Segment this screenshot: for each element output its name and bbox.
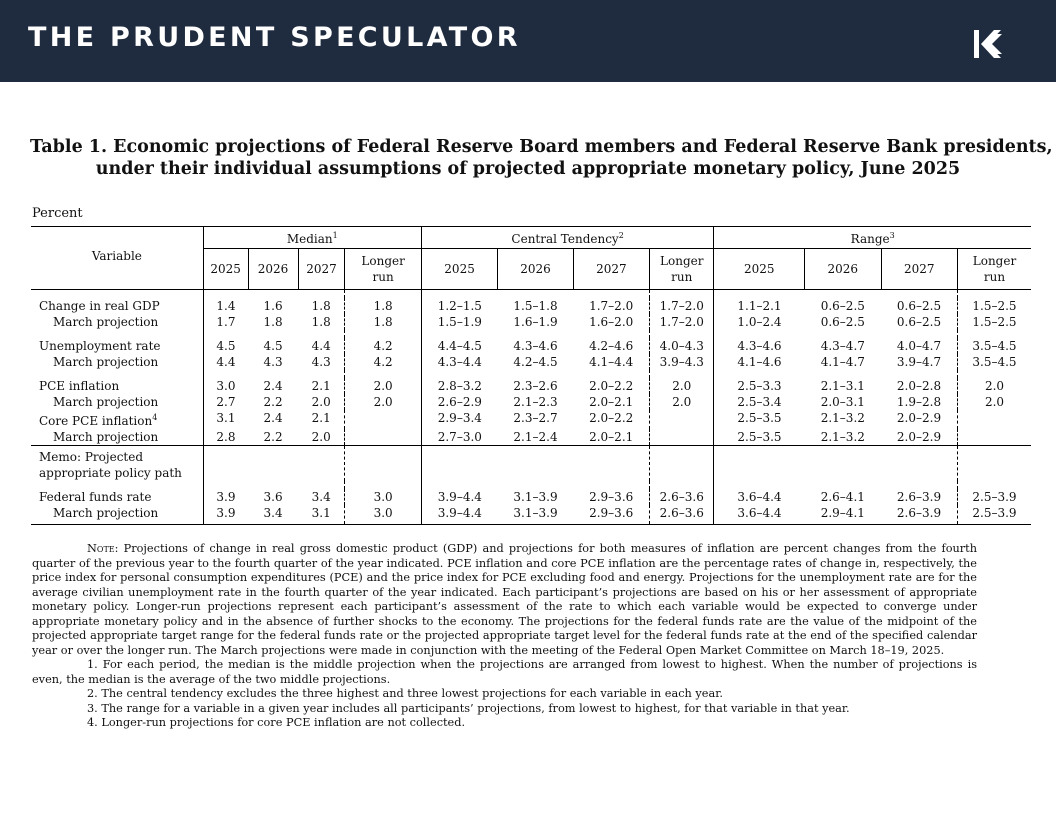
- memo-cell: [421, 446, 497, 482]
- year-header: 2027: [298, 249, 345, 290]
- projections-table: [31, 226, 1031, 525]
- median-cell: 1.8: [345, 314, 421, 330]
- range-cell: [957, 410, 1031, 429]
- year-header: 2026: [805, 249, 881, 290]
- median-cell: 2.2: [263, 395, 283, 409]
- median-cell: 2.8: [203, 429, 248, 446]
- range-cell: 3.5–4.5: [957, 354, 1031, 370]
- footnote-1: 1. For each period, the median is the middle projection when the projections are arranged from lowest to highest. When the number of projections is even, the median is the average of the two middle projections.: [32, 658, 977, 686]
- longer-run-header: Longer run: [650, 249, 714, 290]
- central-cell: 1.7–2.0: [589, 299, 634, 313]
- range-cell: 1.5–2.5: [957, 314, 1031, 330]
- spacer-cell: [421, 481, 497, 489]
- memo-cell: [203, 446, 248, 482]
- spacer-cell: [957, 370, 1031, 378]
- spacer-cell: [881, 330, 957, 338]
- central-cell: 3.1–3.9: [513, 490, 558, 504]
- row-spacer: [31, 370, 1031, 378]
- central-cell: [650, 410, 714, 429]
- row-label-march: March projection: [31, 505, 203, 525]
- range-cell: 2.0: [957, 378, 1031, 394]
- memo-cell: [805, 446, 881, 482]
- range-cell: 4.1–4.7: [820, 355, 865, 369]
- central-cell: 2.0–2.1: [589, 395, 634, 409]
- note-text: Projections of change in real gross domestic product (GDP) and projections for both measures of inflation are percent changes from the fourth quarter of the previous year to the fourth quarter of the year indicated. PCE inflation and core PCE inflation are the percentage rates of change in, respectively, the price index for personal consumption expenditures (PCE) and the price index for PCE excluding food and energy. Projections for the unemployment rate are for the average civilian unemployment rate in the fourth quarter of the year indicated. Each participant’s projections are based on his or her assessment of appropriate monetary policy. Longer-run projections represent each participant’s assessment of the rate to which each variable would be expected to converge under appropriate monetary policy and in the absence of further shocks to the economy. The projections for the federal funds rate are the value of the midpoint of the projected appropriate target range for the federal funds rate or the projected appropriate target level for the federal funds rate at the end of the specified calendar year or over the longer run. The March projections were made in conjunction with the meeting of the Federal Open Market Committee on March 18–19, 2025.: [32, 542, 977, 657]
- range-cell: 2.6–3.9: [881, 505, 957, 525]
- table-row: [31, 314, 1031, 330]
- central-cell: 4.2–4.5: [513, 355, 558, 369]
- note-label: Note:: [87, 542, 119, 555]
- spacer-cell: [248, 481, 298, 489]
- year-header: 2027: [573, 249, 649, 290]
- memo-row: [31, 446, 1031, 482]
- range-cell: 3.5–4.5: [957, 338, 1031, 354]
- spacer-cell: [248, 370, 298, 378]
- median-cell: 2.1: [311, 411, 331, 425]
- spacer-cell: [805, 481, 881, 489]
- median-cell: 4.2: [345, 354, 421, 370]
- row-label-march: March projection: [31, 429, 203, 446]
- footnote-3: 3. The range for a variable in a given year includes all participants’ projections, from lowest to highest, for that variable in that year.: [87, 701, 850, 715]
- footnote-2: 2. The central tendency excludes the three highest and three lowest projections for each variable in each year.: [87, 687, 723, 700]
- median-cell: 4.3: [263, 355, 283, 369]
- table-title-line2: under their individual assumptions of projected appropriate monetary policy, June 2025: [95, 159, 961, 179]
- spacer-cell: [421, 330, 497, 338]
- memo-cell: [248, 446, 298, 482]
- memo-cell: [573, 446, 649, 482]
- central-cell: 4.3–4.4: [421, 354, 497, 370]
- table-row: [31, 354, 1031, 370]
- range-cell: 4.0–4.7: [896, 339, 942, 353]
- spacer-cell: [345, 330, 421, 338]
- row-label: Core PCE inflation$^4$: [39, 413, 158, 428]
- central-cell: 2.9–3.6: [589, 490, 634, 504]
- median-group-header: Median$^1$: [203, 227, 421, 249]
- central-cell: 1.5–1.9: [421, 314, 497, 330]
- central-cell: 4.0–4.3: [650, 338, 714, 354]
- central-cell: 4.3–4.6: [513, 339, 558, 353]
- table-title: [30, 136, 1053, 180]
- spacer-cell: [957, 330, 1031, 338]
- central-cell: 2.3–2.6: [513, 379, 558, 393]
- median-cell: 3.0: [345, 505, 421, 525]
- central-cell: 2.0: [650, 394, 714, 410]
- spacer-cell: [881, 290, 957, 299]
- spacer-cell: [650, 370, 714, 378]
- range-cell: 3.9–4.7: [896, 355, 942, 369]
- spacer-cell: [345, 481, 421, 489]
- range-cell: 2.0–2.8: [896, 379, 942, 393]
- row-label: Federal funds rate: [39, 490, 152, 504]
- median-cell: 1.7: [203, 314, 248, 330]
- spacer-cell: [498, 370, 573, 378]
- central-cell: 2.6–2.9: [421, 394, 497, 410]
- row-label: Change in real GDP: [39, 299, 160, 313]
- median-cell: 4.3: [311, 355, 331, 369]
- central-cell: 4.1–4.4: [589, 355, 634, 369]
- table-header-groups: [31, 227, 1031, 249]
- spacer-cell: [203, 481, 248, 489]
- year-header: 2026: [498, 249, 573, 290]
- spacer-cell: [957, 290, 1031, 299]
- central-cell: 2.6–3.6: [650, 505, 714, 525]
- memo-cell: [650, 446, 714, 482]
- range-cell: 2.1–3.1: [820, 379, 865, 393]
- central-cell: 2.9–3.6: [573, 505, 649, 525]
- range-cell: 1.5–2.5: [957, 298, 1031, 314]
- spacer-cell: [805, 330, 881, 338]
- spacer-cell: [421, 290, 497, 299]
- median-cell: 1.8: [311, 299, 331, 313]
- central-cell: 4.4–4.5: [421, 338, 497, 354]
- row-label-march: March projection: [53, 315, 159, 329]
- range-cell: 1.0–2.4: [714, 314, 805, 330]
- spacer-cell: [714, 290, 805, 299]
- median-cell: 1.4: [203, 298, 248, 314]
- year-header: 2025: [421, 249, 497, 290]
- median-cell: 3.9: [203, 505, 248, 525]
- median-cell: 3.0: [345, 489, 421, 505]
- median-cell: 2.1: [311, 379, 331, 393]
- range-group-header: Range$^3$: [714, 227, 1031, 249]
- spacer-cell: [957, 481, 1031, 489]
- range-cell: [957, 429, 1031, 446]
- median-cell: 4.4: [311, 339, 331, 353]
- spacer-cell: [714, 370, 805, 378]
- year-header: 2027: [881, 249, 957, 290]
- range-cell: 2.5–3.5: [714, 429, 805, 446]
- median-cell: 1.6: [263, 299, 283, 313]
- year-header: 2026: [248, 249, 298, 290]
- median-cell: 1.8: [345, 298, 421, 314]
- table-title-line1: Table 1. Economic projections of Federal Reserve Board members and Federal Reserve Bank presidents,: [30, 137, 1053, 157]
- spacer-cell: [881, 370, 957, 378]
- table-row: [31, 378, 1031, 394]
- note-paragraph: [32, 542, 977, 658]
- row-spacer: [31, 330, 1031, 338]
- median-cell: 2.4: [263, 379, 283, 393]
- row-label: Unemployment rate: [39, 339, 161, 353]
- memo-cell: [298, 446, 345, 482]
- memo-cell: [957, 446, 1031, 482]
- table-row: [31, 338, 1031, 354]
- range-cell: 2.5–3.4: [714, 394, 805, 410]
- row-label: PCE inflation: [39, 379, 120, 393]
- median-cell: 4.4: [203, 354, 248, 370]
- median-cell: [345, 410, 421, 429]
- spacer-cell: [203, 290, 248, 299]
- spacer-cell: [31, 481, 203, 489]
- median-cell: 3.6: [263, 490, 283, 504]
- memo-cell: [881, 446, 957, 482]
- range-cell: 0.6–2.5: [820, 315, 865, 329]
- spacer-cell: [31, 290, 203, 299]
- central-cell: 1.6–1.9: [513, 315, 558, 329]
- table-notes: [32, 542, 977, 731]
- central-cell: 2.9–3.4: [421, 410, 497, 429]
- central-cell: 3.9–4.4: [421, 505, 497, 525]
- range-cell: 2.1–3.2: [820, 411, 865, 425]
- memo-cell: [345, 446, 421, 482]
- table-row: [31, 394, 1031, 410]
- memo-label: Memo: Projected appropriate policy path: [39, 450, 182, 480]
- median-cell: 2.0: [311, 395, 331, 409]
- longer-run-header: Longer run: [957, 249, 1031, 290]
- spacer-cell: [345, 290, 421, 299]
- range-cell: 2.6–3.9: [896, 490, 942, 504]
- spacer-cell: [573, 481, 649, 489]
- unit-label: Percent: [32, 206, 83, 221]
- year-header: 2025: [203, 249, 248, 290]
- spacer-cell: [248, 290, 298, 299]
- central-cell: 3.1–3.9: [498, 505, 573, 525]
- spacer-cell: [650, 481, 714, 489]
- range-cell: 2.6–4.1: [820, 490, 865, 504]
- median-cell: 2.4: [263, 411, 283, 425]
- spacer-cell: [203, 370, 248, 378]
- range-cell: 0.6–2.5: [820, 299, 865, 313]
- central-cell: 2.1–2.4: [498, 429, 573, 446]
- spacer-cell: [298, 370, 345, 378]
- central-cell: 1.5–1.8: [513, 299, 558, 313]
- median-cell: 2.0: [298, 429, 345, 446]
- range-cell: 2.1–3.2: [805, 429, 881, 446]
- central-cell: 2.3–2.7: [513, 411, 558, 425]
- central-cell: 2.0–2.2: [589, 411, 634, 425]
- central-cell: 2.7–3.0: [421, 429, 497, 446]
- range-cell: 0.6–2.5: [896, 299, 942, 313]
- spacer-cell: [714, 330, 805, 338]
- central-cell: 3.9–4.4: [421, 489, 497, 505]
- central-cell: 2.0: [650, 378, 714, 394]
- median-cell: [345, 429, 421, 446]
- spacer-cell: [345, 370, 421, 378]
- spacer-cell: [573, 370, 649, 378]
- spacer-cell: [498, 481, 573, 489]
- median-cell: 4.2: [345, 338, 421, 354]
- range-cell: 2.0: [957, 394, 1031, 410]
- brand-name[interactable]: THE PRUDENT SPECULATOR: [28, 22, 521, 53]
- median-cell: 3.4: [311, 490, 331, 504]
- table-row: [31, 298, 1031, 314]
- spacer-cell: [714, 481, 805, 489]
- range-cell: 0.6–2.5: [896, 315, 942, 329]
- central-cell: 2.0–2.2: [589, 379, 634, 393]
- central-tendency-group-header: Central Tendency$^2$: [421, 227, 714, 249]
- median-cell: 2.7: [203, 394, 248, 410]
- spacer-cell: [805, 370, 881, 378]
- spacer-cell: [31, 370, 203, 378]
- footnote-4: 4. Longer-run projections for core PCE inflation are not collected.: [87, 716, 466, 729]
- row-spacer: [31, 290, 1031, 299]
- spacer-cell: [573, 290, 649, 299]
- spacer-cell: [248, 330, 298, 338]
- spacer-cell: [421, 370, 497, 378]
- row-label-march: March projection: [53, 355, 159, 369]
- range-cell: 1.1–2.1: [714, 298, 805, 314]
- table-row: [31, 429, 1031, 446]
- central-cell: 4.2–4.6: [589, 339, 634, 353]
- spacer-cell: [881, 481, 957, 489]
- range-cell: 4.1–4.6: [714, 354, 805, 370]
- central-cell: 1.2–1.5: [421, 298, 497, 314]
- spacer-cell: [805, 290, 881, 299]
- table-row: [31, 505, 1031, 525]
- median-cell: 1.8: [311, 315, 331, 329]
- range-cell: 3.6–4.4: [714, 505, 805, 525]
- median-cell: 3.4: [248, 505, 298, 525]
- table-row: [31, 489, 1031, 505]
- spacer-cell: [498, 330, 573, 338]
- central-cell: 2.1–2.3: [513, 395, 558, 409]
- range-cell: 2.5–3.3: [714, 378, 805, 394]
- range-cell: 3.6–4.4: [714, 489, 805, 505]
- row-label-march: March projection: [53, 395, 159, 409]
- central-cell: 1.7–2.0: [650, 298, 714, 314]
- central-cell: [650, 429, 714, 446]
- brand-logo-icon[interactable]: [971, 27, 1005, 61]
- median-cell: 3.1: [298, 505, 345, 525]
- median-cell: 4.5: [263, 339, 283, 353]
- range-cell: 2.5–3.5: [714, 410, 805, 429]
- spacer-cell: [203, 330, 248, 338]
- range-cell: 1.9–2.8: [896, 395, 942, 409]
- range-cell: 2.0–2.9: [881, 429, 957, 446]
- range-cell: 2.5–3.9: [957, 489, 1031, 505]
- median-cell: 2.0: [345, 394, 421, 410]
- central-cell: 2.8–3.2: [421, 378, 497, 394]
- table-row: [31, 410, 1031, 429]
- median-cell: 1.8: [263, 315, 283, 329]
- longer-run-header: Longer run: [345, 249, 421, 290]
- range-cell: 2.0–3.1: [820, 395, 865, 409]
- central-cell: 1.6–2.0: [589, 315, 634, 329]
- range-cell: 4.3–4.7: [820, 339, 865, 353]
- range-cell: 2.0–2.9: [896, 411, 942, 425]
- median-cell: 3.1: [203, 410, 248, 429]
- range-cell: 2.9–4.1: [805, 505, 881, 525]
- range-cell: 2.5–3.9: [957, 505, 1031, 525]
- variable-header: Variable: [31, 227, 203, 290]
- year-header: 2025: [714, 249, 805, 290]
- central-cell: 2.6–3.6: [650, 489, 714, 505]
- median-cell: 2.2: [248, 429, 298, 446]
- median-cell: 3.9: [203, 489, 248, 505]
- median-cell: 2.0: [345, 378, 421, 394]
- spacer-cell: [298, 330, 345, 338]
- median-cell: 4.5: [203, 338, 248, 354]
- spacer-cell: [573, 330, 649, 338]
- spacer-cell: [650, 290, 714, 299]
- spacer-cell: [498, 290, 573, 299]
- central-cell: 1.7–2.0: [650, 314, 714, 330]
- spacer-cell: [298, 481, 345, 489]
- spacer-cell: [298, 290, 345, 299]
- central-cell: 3.9–4.3: [650, 354, 714, 370]
- spacer-cell: [31, 330, 203, 338]
- median-cell: 3.0: [203, 378, 248, 394]
- site-header: [0, 0, 1056, 82]
- memo-cell: [498, 446, 573, 482]
- range-cell: 4.3–4.6: [714, 338, 805, 354]
- spacer-cell: [650, 330, 714, 338]
- central-cell: 2.0–2.1: [573, 429, 649, 446]
- memo-cell: [714, 446, 805, 482]
- row-spacer: [31, 481, 1031, 489]
